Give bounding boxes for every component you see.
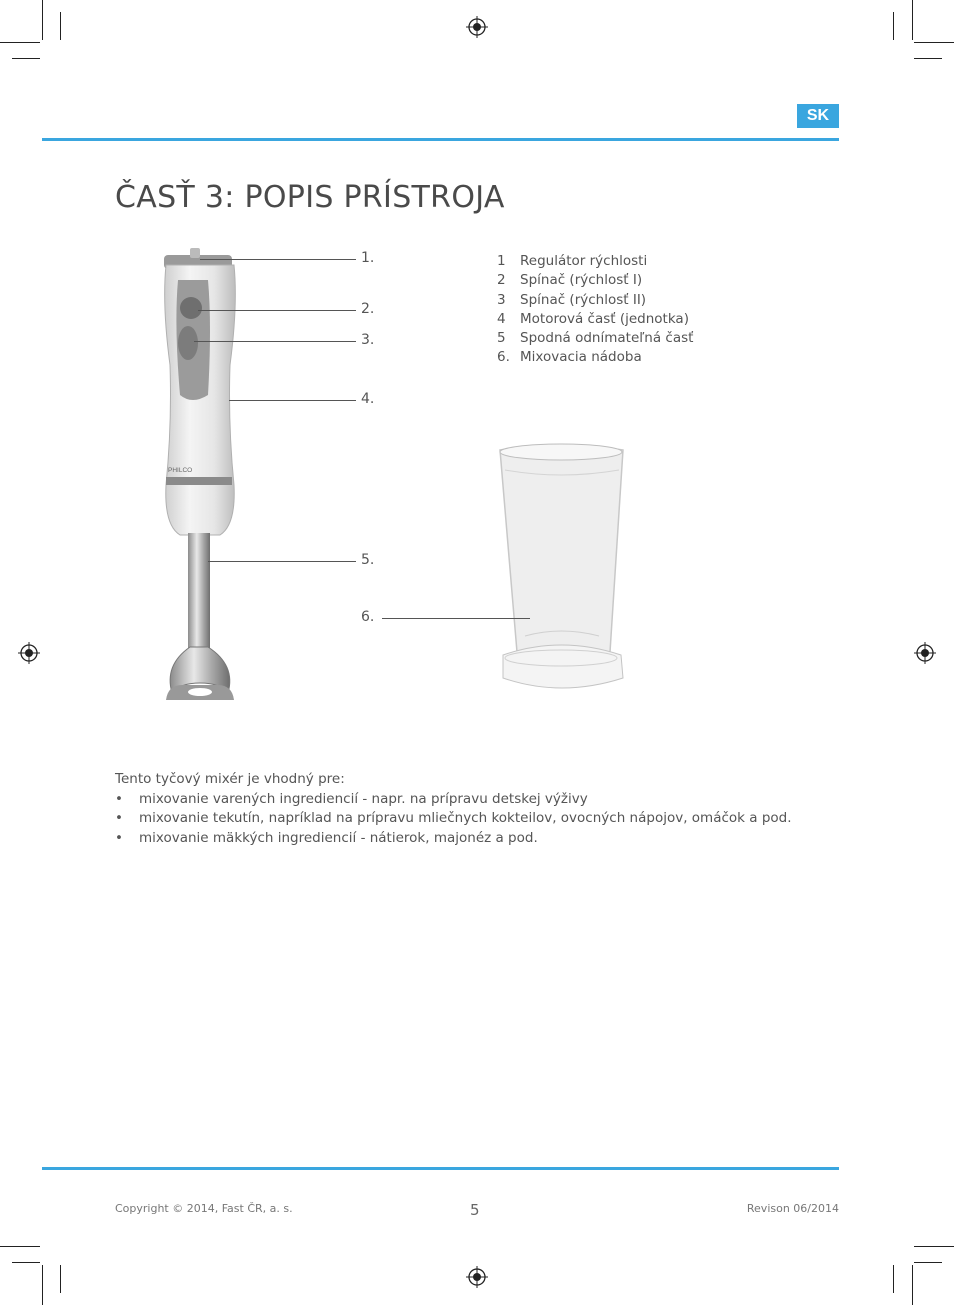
list-item xyxy=(497,271,693,290)
header-rule xyxy=(42,138,839,141)
part-number: 6. xyxy=(497,349,510,366)
list-item xyxy=(497,252,693,271)
list-item xyxy=(115,790,792,809)
leader-line-1 xyxy=(200,259,356,260)
list-item xyxy=(115,809,792,828)
list-item xyxy=(497,291,693,310)
callout-2: 2. xyxy=(361,301,375,317)
leader-line-3 xyxy=(194,341,356,342)
part-label: Regulátor rýchlosti xyxy=(520,253,648,269)
part-label: Spínač (rýchlosť II) xyxy=(520,291,647,308)
part-label: Mixovacia nádoba xyxy=(520,349,642,366)
usage-item: mixovanie mäkkých ingrediencií - nátierok, majonéz a pod. xyxy=(139,829,538,846)
footer-rule xyxy=(42,1167,839,1170)
bullet: • xyxy=(115,791,123,807)
footer-revision: Revison 06/2014 xyxy=(746,1202,839,1215)
blender-brand-label: PHILCO xyxy=(168,467,193,474)
bullet: • xyxy=(115,810,123,827)
list-item xyxy=(497,348,693,367)
list-item xyxy=(115,829,792,848)
callout-3: 3. xyxy=(361,332,375,348)
parts-list xyxy=(497,252,693,368)
usage-list xyxy=(115,790,792,848)
leader-line-5 xyxy=(208,561,356,562)
leader-line-2 xyxy=(198,310,356,311)
registration-mark-icon xyxy=(466,16,488,38)
callout-1: 1. xyxy=(361,250,375,266)
part-number: 2 xyxy=(497,272,506,289)
part-label: Spodná odnímateľná časť xyxy=(520,330,694,347)
page-title: ČASŤ 3: POPIS PRÍSTROJA xyxy=(115,180,505,215)
part-number: 1 xyxy=(497,253,506,269)
mixing-beaker-illustration xyxy=(495,440,630,700)
leader-line-4 xyxy=(229,400,356,401)
part-label: Motorová časť (jednotka) xyxy=(520,310,689,327)
hand-blender-illustration xyxy=(150,245,250,710)
page-number: 5 xyxy=(470,1201,480,1219)
callout-6: 6. xyxy=(361,609,375,625)
list-item xyxy=(497,310,693,329)
list-item xyxy=(497,329,693,348)
leader-line-6 xyxy=(382,618,530,619)
part-number: 4 xyxy=(497,310,506,327)
part-number: 3 xyxy=(497,291,506,308)
registration-mark-icon xyxy=(18,642,40,664)
callout-4: 4. xyxy=(361,391,375,407)
usage-item: mixovanie tekutín, napríklad na prípravu mliečnych kokteilov, ovocných nápojov, omáčok a pod. xyxy=(139,810,792,827)
bullet: • xyxy=(115,829,123,846)
part-label: Spínač (rýchlosť I) xyxy=(520,272,643,289)
footer-copyright: Copyright © 2014, Fast ČR, a. s. xyxy=(115,1202,293,1215)
registration-mark-icon xyxy=(914,642,936,664)
usage-intro: Tento tyčový mixér je vhodný pre: xyxy=(115,771,345,787)
language-badge: SK xyxy=(797,104,839,128)
part-number: 5 xyxy=(497,330,506,347)
callout-5: 5. xyxy=(361,552,375,568)
registration-mark-icon xyxy=(466,1266,488,1288)
usage-item: mixovanie varených ingrediencií - napr. na prípravu detskej výživy xyxy=(139,791,588,807)
